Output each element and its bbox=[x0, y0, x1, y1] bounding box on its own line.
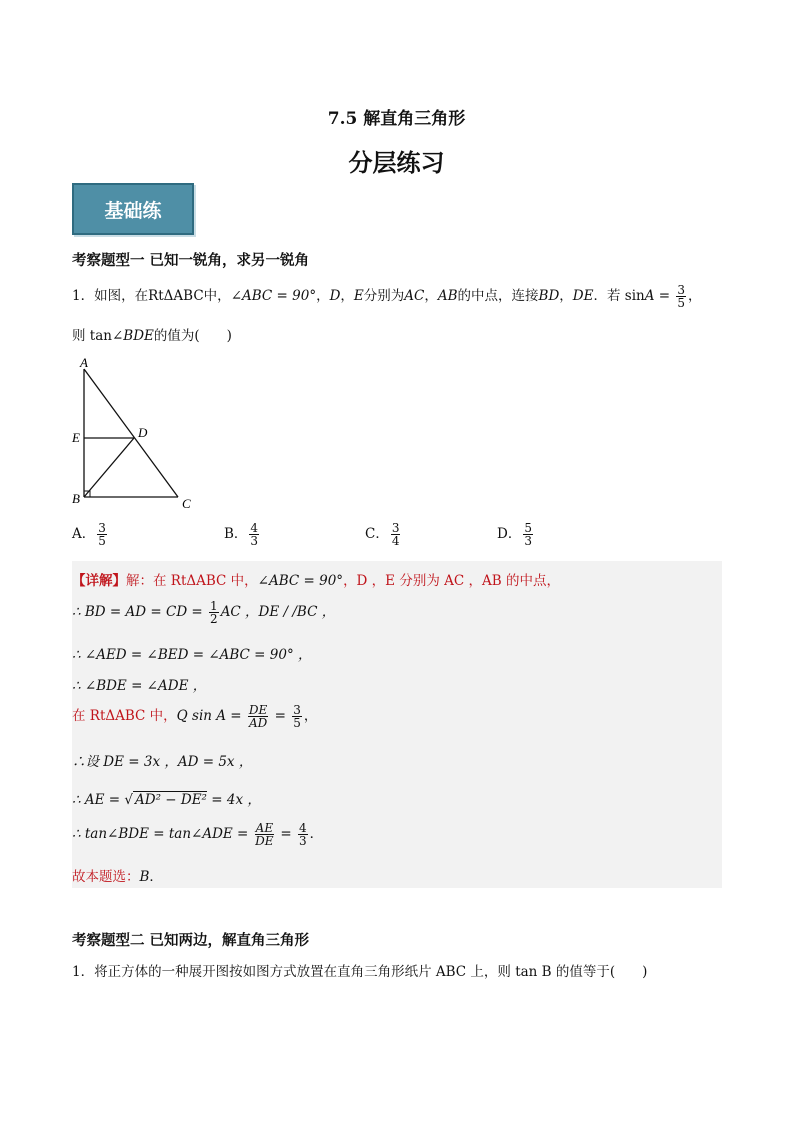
option-fraction bbox=[249, 522, 259, 547]
solution-line-3 bbox=[72, 643, 312, 663]
fraction-den: 2 bbox=[210, 612, 218, 626]
solution-math: ∴ AE = bbox=[72, 792, 125, 808]
q1-text: 分别为 bbox=[363, 288, 405, 304]
fraction-den: AD bbox=[248, 716, 268, 730]
q1-fraction bbox=[676, 284, 686, 309]
q1-sep: ， bbox=[559, 288, 573, 304]
option-fraction bbox=[391, 522, 401, 547]
solution-math: ∠ABC = 90° bbox=[257, 573, 344, 589]
solution-math: AC ，DE / /BC ， bbox=[220, 604, 336, 620]
fraction-den: DE bbox=[255, 834, 274, 848]
option-den: 5 bbox=[98, 534, 106, 548]
fraction-num: 1 bbox=[210, 599, 218, 613]
solution-text: ，D ，E 分别为 AC ，AB 的中点， bbox=[343, 573, 560, 589]
triangle-figure bbox=[70, 355, 200, 515]
q1-text: ．若 sin bbox=[593, 288, 645, 304]
solution-equals: = bbox=[276, 826, 296, 842]
option-a[interactable] bbox=[72, 522, 109, 547]
solution-math: ∴ ∠BDE = ∠ADE ， bbox=[72, 678, 207, 694]
question-2: 1．将正方体的一种展开图按如图方式放置在直角三角形纸片 ABC 上，则 tan B 的值等于( ) bbox=[72, 964, 648, 980]
option-den: 3 bbox=[524, 534, 532, 548]
solution-math: ∴ ∠AED = ∠BED = ∠ABC = 90° ， bbox=[72, 647, 312, 663]
option-num: 4 bbox=[250, 521, 259, 535]
q1-text: 则 tan bbox=[72, 328, 112, 344]
option-label: D． bbox=[497, 526, 522, 542]
fraction-den: 3 bbox=[299, 834, 307, 848]
solution-math: ∴ tan∠BDE = tan∠ADE = bbox=[72, 826, 253, 842]
label-e: E bbox=[72, 430, 80, 445]
solution-fraction bbox=[209, 600, 219, 625]
q1-sep: ， bbox=[424, 288, 438, 304]
fraction-num: AE bbox=[255, 821, 274, 835]
option-num: 3 bbox=[98, 521, 106, 535]
q1-angle-a: A bbox=[644, 288, 655, 304]
solution-sep: ． bbox=[149, 869, 163, 885]
q1-segment-de: DE bbox=[572, 288, 594, 304]
option-den: 3 bbox=[250, 534, 259, 548]
solution-fraction bbox=[255, 822, 274, 847]
q1-text: 1．如图，在RtΔABC中， bbox=[72, 288, 231, 304]
fraction-num: 4 bbox=[299, 821, 307, 835]
level-badge: 基础练 bbox=[72, 183, 194, 235]
q1-fraction-num: 3 bbox=[677, 283, 685, 297]
solution-math: Q sin A = bbox=[176, 708, 246, 724]
q1-text: 的中点，连接 bbox=[457, 288, 539, 304]
solution-text: 故本题选： bbox=[72, 869, 140, 885]
solution-line-5 bbox=[72, 704, 317, 729]
option-label: A． bbox=[72, 526, 96, 542]
solution-sqrt: AD² − DE² bbox=[135, 792, 207, 808]
question-1-line-2 bbox=[72, 324, 232, 344]
q1-segment-ac: AC bbox=[404, 288, 425, 304]
solution-math: ∴ BD = AD = CD = bbox=[72, 604, 208, 620]
q1-point-e: E bbox=[353, 288, 364, 304]
q1-text: 的值为( ) bbox=[153, 328, 232, 344]
fraction-den: 5 bbox=[293, 716, 301, 730]
q1-segment-ab: AB bbox=[437, 288, 458, 304]
question-1-line-1 bbox=[72, 284, 702, 309]
solution-math: ∴设 DE = 3x ，AD = 5x ， bbox=[72, 754, 253, 770]
fraction-num: DE bbox=[248, 703, 268, 717]
section-2-title: 考察题型二 已知两边，解直角三角形 bbox=[72, 932, 310, 949]
label-d: D bbox=[138, 425, 148, 440]
q1-sep: ， bbox=[688, 288, 702, 304]
option-den: 4 bbox=[391, 534, 400, 548]
q1-sep: ， bbox=[316, 288, 330, 304]
section-1-title: 考察题型一 已知一锐角，求另一锐角 bbox=[72, 252, 310, 269]
solution-fraction bbox=[292, 704, 302, 729]
fraction-num: 3 bbox=[293, 703, 301, 717]
q1-segment-bd: BD bbox=[538, 288, 560, 304]
q1-angle-bde: ∠BDE bbox=[111, 328, 154, 344]
option-d[interactable] bbox=[497, 522, 535, 547]
option-fraction bbox=[97, 522, 107, 547]
label-b: B bbox=[72, 491, 80, 506]
q1-equals: = bbox=[654, 288, 675, 304]
solution-fraction bbox=[248, 704, 268, 729]
page-subtitle: 分层练习 bbox=[348, 148, 445, 177]
option-label: B． bbox=[224, 526, 248, 542]
q1-sep: ， bbox=[340, 288, 354, 304]
label-a: A bbox=[80, 355, 88, 370]
solution-line-1 bbox=[72, 569, 560, 589]
solution-line-4 bbox=[72, 674, 206, 694]
solution-answer: B bbox=[139, 869, 150, 885]
segment-bd bbox=[84, 438, 134, 497]
page-title: 7.5 解直角三角形 bbox=[327, 109, 466, 129]
solution-text: 在 RtΔABC 中， bbox=[72, 708, 177, 724]
solution-line-8 bbox=[72, 822, 323, 847]
option-label: C． bbox=[365, 526, 389, 542]
option-num: 5 bbox=[524, 521, 532, 535]
option-c[interactable] bbox=[365, 522, 402, 547]
solution-fraction bbox=[298, 822, 308, 847]
solution-line-2 bbox=[72, 600, 335, 625]
option-num: 3 bbox=[391, 521, 400, 535]
solution-text: 解：在 RtΔABC 中， bbox=[126, 573, 258, 589]
solution-math: = 4x ， bbox=[206, 792, 261, 808]
solution-line-6 bbox=[72, 750, 252, 770]
solution-sep: ． bbox=[309, 826, 324, 842]
solution-line-9 bbox=[72, 865, 163, 885]
option-b[interactable] bbox=[224, 522, 261, 547]
q1-angle: ∠ABC = 90° bbox=[230, 288, 317, 304]
label-c: C bbox=[182, 496, 191, 511]
q1-fraction-den: 5 bbox=[677, 296, 685, 310]
segment-ac bbox=[84, 369, 178, 497]
solution-line-7: ∴ AE = √ AD² − DE² = 4x ， bbox=[72, 792, 261, 808]
q1-point-d: D bbox=[329, 288, 341, 304]
solution-equals: = bbox=[270, 708, 291, 724]
solution-sep: ， bbox=[303, 708, 318, 724]
solution-tag: 【详解】 bbox=[72, 573, 126, 589]
option-fraction bbox=[523, 522, 533, 547]
